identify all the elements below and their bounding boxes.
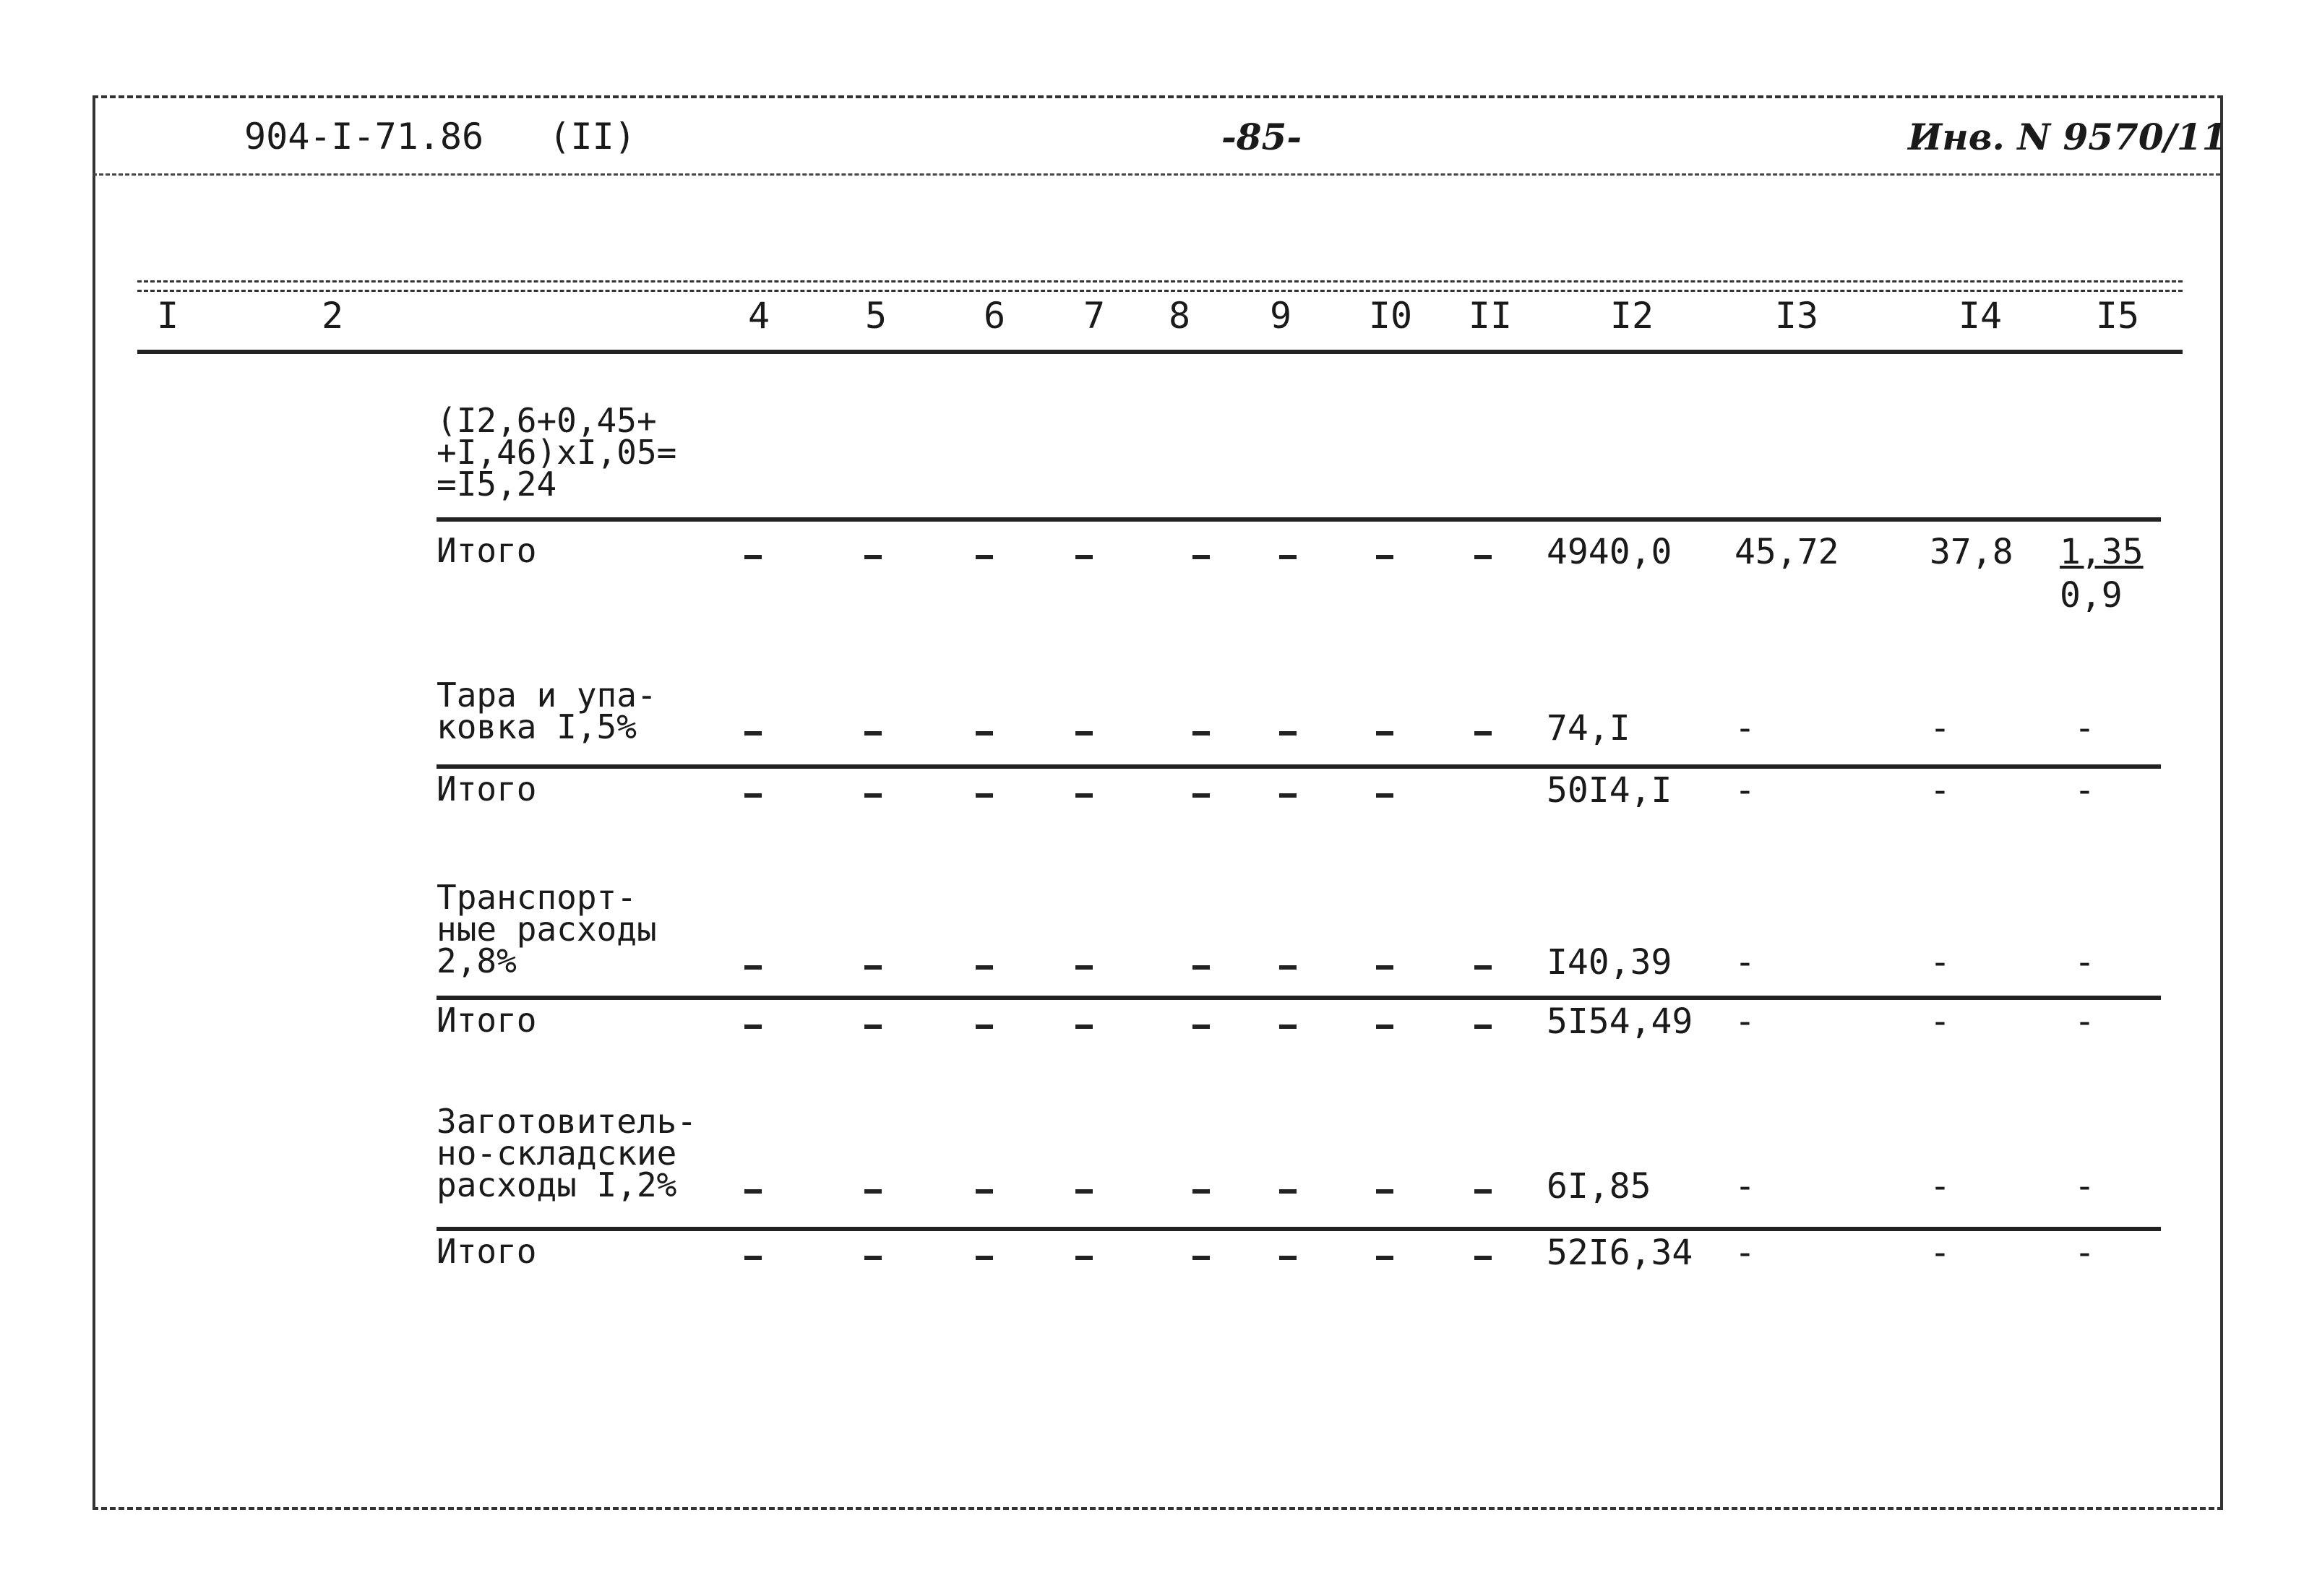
- empty-cell-dash: [864, 1025, 882, 1029]
- row-divider: [437, 764, 2161, 769]
- row-label: Итого: [437, 1001, 537, 1040]
- empty-cell-dash: [744, 1256, 762, 1260]
- cell-col-13: -: [1735, 708, 1755, 749]
- empty-cell-dash: [1075, 555, 1093, 559]
- column-number: I: [156, 295, 179, 337]
- row-label: ковка I,5%: [437, 707, 637, 746]
- empty-cell-dash: [1192, 1025, 1210, 1029]
- column-number: I5: [2095, 295, 2140, 337]
- column-number: 8: [1168, 295, 1191, 337]
- column-number: II: [1468, 295, 1513, 337]
- row-label: Тара и упа-: [437, 676, 657, 715]
- empty-cell-dash: [1192, 793, 1210, 798]
- empty-cell-dash: [1376, 1256, 1393, 1260]
- cell-col-13: 45,72: [1735, 532, 1839, 572]
- empty-cell-dash: [864, 555, 882, 559]
- cell-col-15: -: [2074, 942, 2095, 983]
- cell-col-14: -: [1930, 942, 1951, 983]
- row-label: Итого: [437, 769, 537, 808]
- empty-cell-dash: [976, 1025, 993, 1029]
- empty-cell-dash: [1474, 1189, 1492, 1194]
- empty-cell-dash: [744, 1025, 762, 1029]
- row-divider: [437, 517, 2161, 522]
- cell-col-15: -: [2074, 1166, 2095, 1207]
- empty-cell-dash: [1279, 1256, 1297, 1260]
- empty-cell-dash: [1075, 1256, 1093, 1260]
- empty-cell-dash: [1279, 731, 1297, 736]
- column-number: I2: [1609, 295, 1654, 337]
- empty-cell-dash: [976, 965, 993, 970]
- cell-col-15: -: [2074, 1001, 2095, 1042]
- empty-cell-dash: [1474, 1025, 1492, 1029]
- cell-col-12: 50I4,I: [1547, 770, 1672, 811]
- empty-cell-dash: [864, 793, 882, 798]
- empty-cell-dash: [1075, 731, 1093, 736]
- row-label: Заготовитель-: [437, 1102, 697, 1141]
- empty-cell-dash: [744, 1189, 762, 1194]
- cell-col-14: -: [1930, 1233, 1951, 1273]
- row-label: 2,8%: [437, 941, 517, 980]
- empty-cell-dash: [1376, 965, 1393, 970]
- formula-line: =I5,24: [437, 465, 557, 504]
- row-divider: [437, 996, 2161, 1000]
- empty-cell-dash: [1376, 793, 1393, 798]
- empty-cell-dash: [744, 731, 762, 736]
- empty-cell-dash: [1192, 555, 1210, 559]
- empty-cell-dash: [864, 965, 882, 970]
- empty-cell-dash: [1192, 1256, 1210, 1260]
- row-label: Транспорт-: [437, 878, 637, 917]
- empty-cell-dash: [1279, 555, 1297, 559]
- row-label: Итого: [437, 1232, 537, 1271]
- empty-cell-dash: [1376, 1025, 1393, 1029]
- empty-cell-dash: [744, 965, 762, 970]
- inventory-number: Инв. N 9570/11: [1908, 116, 2227, 158]
- cell-col-14: 37,8: [1930, 532, 2013, 572]
- row-label: но-складские: [437, 1134, 677, 1173]
- row-divider: [437, 1227, 2161, 1231]
- empty-cell-dash: [744, 793, 762, 798]
- cell-col-12: 74,I: [1547, 708, 1630, 749]
- doc-code: 904-I-71.86 (II): [244, 116, 636, 158]
- column-number: 4: [747, 295, 770, 337]
- empty-cell-dash: [1376, 1189, 1393, 1194]
- column-number: 5: [864, 295, 887, 337]
- empty-cell-dash: [864, 1189, 882, 1194]
- row-label: ные расходы: [437, 910, 657, 949]
- cell-col-15: -: [2074, 1233, 2095, 1273]
- cell-col-14: -: [1930, 1166, 1951, 1207]
- cell-col-12: 52I6,34: [1547, 1233, 1693, 1273]
- column-number: 7: [1083, 295, 1106, 337]
- column-number: I3: [1774, 295, 1819, 337]
- empty-cell-dash: [1192, 731, 1210, 736]
- column-header-bottom-rule: [137, 350, 2183, 354]
- empty-cell-dash: [1376, 731, 1393, 736]
- cell-col-13: -: [1735, 770, 1755, 811]
- cell-col-13: -: [1735, 942, 1755, 983]
- column-number: 6: [983, 295, 1006, 337]
- empty-cell-dash: [1075, 793, 1093, 798]
- empty-cell-dash: [976, 731, 993, 736]
- row-label: расходы I,2%: [437, 1165, 677, 1204]
- cell-col-14: -: [1930, 708, 1951, 749]
- empty-cell-dash: [1279, 1025, 1297, 1029]
- empty-cell-dash: [1474, 555, 1492, 559]
- empty-cell-dash: [1192, 1189, 1210, 1194]
- column-number: 9: [1269, 295, 1292, 337]
- empty-cell-dash: [1279, 1189, 1297, 1194]
- empty-cell-dash: [864, 731, 882, 736]
- column-number: 2: [321, 295, 344, 337]
- empty-cell-dash: [1279, 965, 1297, 970]
- cell-col-15: -: [2074, 708, 2095, 749]
- column-header-top-rule: [137, 280, 2183, 292]
- cell-col-13: -: [1735, 1001, 1755, 1042]
- cell-col-12: I40,39: [1547, 942, 1672, 983]
- column-number: I4: [1958, 295, 2003, 337]
- empty-cell-dash: [976, 793, 993, 798]
- row-label: Итого: [437, 531, 537, 570]
- empty-cell-dash: [744, 555, 762, 559]
- empty-cell-dash: [1474, 1256, 1492, 1260]
- empty-cell-dash: [1279, 793, 1297, 798]
- page-number: -85-: [1221, 116, 1302, 158]
- empty-cell-dash: [1474, 965, 1492, 970]
- empty-cell-dash: [976, 1256, 993, 1260]
- cell-col-14: -: [1930, 770, 1951, 811]
- empty-cell-dash: [1376, 555, 1393, 559]
- empty-cell-dash: [1075, 1025, 1093, 1029]
- empty-cell-dash: [864, 1256, 882, 1260]
- cell-col-12: 4940,0: [1547, 532, 1672, 572]
- cell-col-13: -: [1735, 1166, 1755, 1207]
- empty-cell-dash: [1192, 965, 1210, 970]
- cell-col-14: -: [1930, 1001, 1951, 1042]
- cell-col-12: 5I54,49: [1547, 1001, 1693, 1042]
- cell-col-15-top: 1,35: [2060, 532, 2144, 572]
- empty-cell-dash: [976, 555, 993, 559]
- empty-cell-dash: [1075, 1189, 1093, 1194]
- cell-col-12: 6I,85: [1547, 1166, 1651, 1207]
- cell-col-15: -: [2074, 770, 2095, 811]
- formula-line: (I2,6+0,45+: [437, 401, 657, 440]
- column-number: I0: [1368, 295, 1413, 337]
- header-divider: [93, 173, 2220, 176]
- cell-col-15-bottom: 0,9: [2060, 575, 2123, 616]
- empty-cell-dash: [1075, 965, 1093, 970]
- empty-cell-dash: [1474, 731, 1492, 736]
- cell-col-13: -: [1735, 1233, 1755, 1273]
- formula-line: +I,46)xI,05=: [437, 433, 677, 472]
- empty-cell-dash: [976, 1189, 993, 1194]
